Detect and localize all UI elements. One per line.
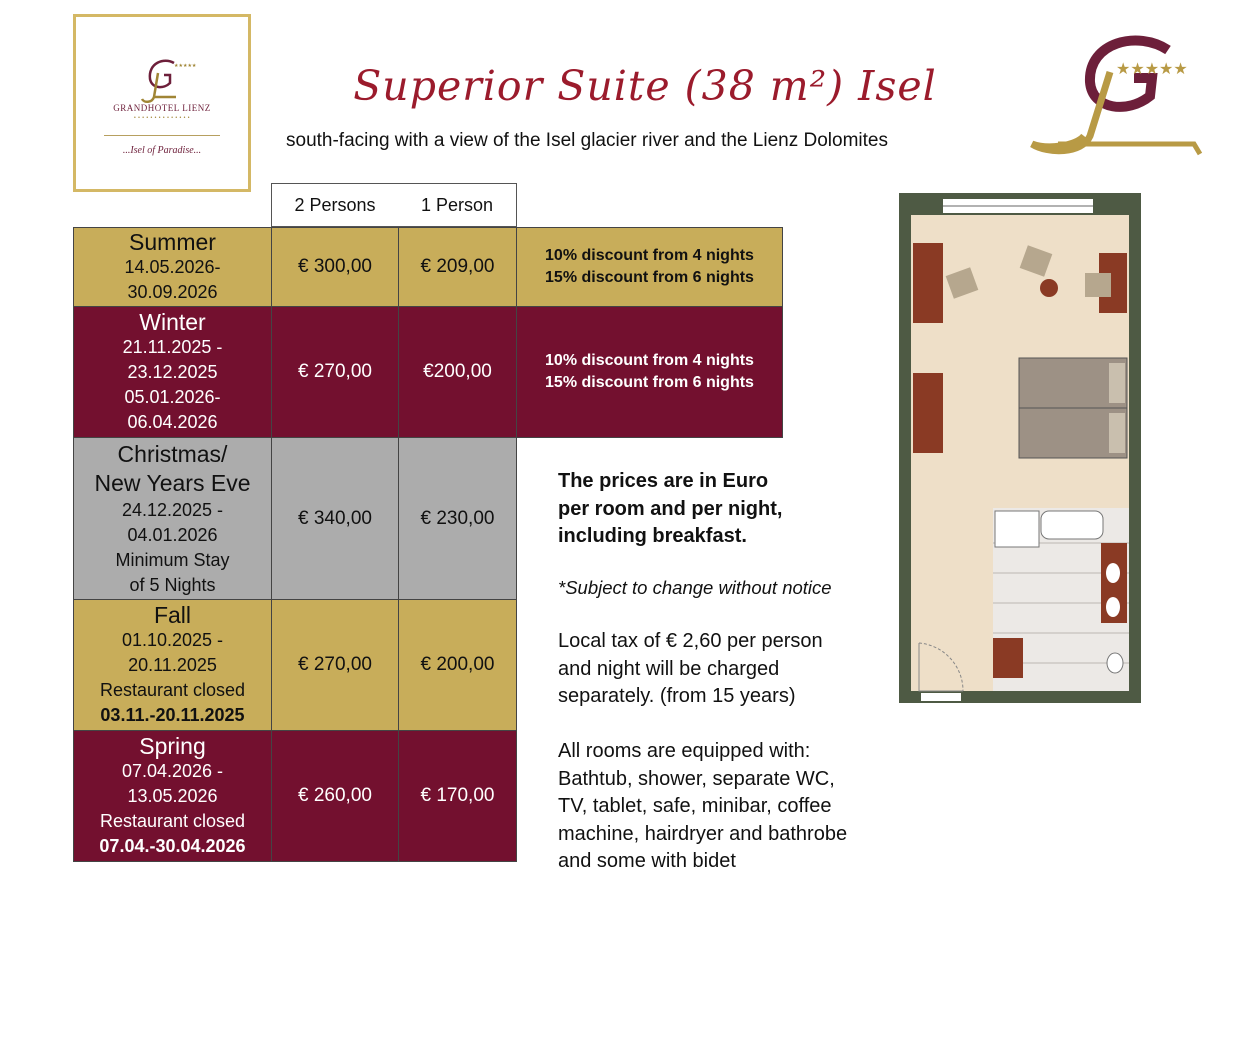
season-name: Summer [129, 228, 216, 255]
season-name: Fall [153, 601, 192, 628]
price-1-person: € 170,00 [399, 731, 517, 862]
hotel-logo-box [73, 14, 251, 192]
price-1-person: € 209,00 [399, 227, 517, 307]
price-1-person: € 230,00 [399, 438, 517, 600]
hotel-monogram-logo [134, 55, 197, 109]
prices-note-line: The prices are in Euro [558, 470, 769, 492]
price-2-persons: € 340,00 [272, 438, 399, 600]
five-stars-icon [1116, 61, 1188, 78]
floor-plan-image [899, 193, 1141, 703]
tax-note [558, 628, 823, 711]
season-date: 24.12.2025 - [121, 499, 224, 520]
logo-divider [104, 135, 220, 136]
svg-text:★★★★★: ★★★★★ [174, 63, 197, 69]
season-name: Spring [139, 732, 206, 759]
season-note: Minimum Stay [115, 549, 230, 570]
season-note: Restaurant closed [99, 810, 246, 831]
price-1-person: €200,00 [399, 307, 517, 438]
big-monogram-logo [1018, 32, 1218, 160]
tax-note-line: Local tax of € 2,60 per person [558, 630, 823, 652]
equipment-note-line: machine, hairdryer and bathrobe [558, 822, 848, 845]
season-date: 21.11.2025 - [122, 336, 223, 357]
equipment-note-line: All rooms are equipped with: [558, 740, 811, 762]
hotel-tagline: ...Isel of Paradise... [122, 145, 202, 156]
discount-line: 10% discount from 4 nights [545, 247, 754, 264]
season-cell-winter [73, 307, 272, 438]
svg-text:★★★★★: ★★★★★ [1116, 61, 1188, 78]
prices-note-line: per room and per night, [558, 497, 783, 520]
season-date: 01.10.2025 - [121, 629, 224, 650]
season-date: 07.04.2026 - [121, 760, 224, 781]
season-note: of 5 Nights [129, 574, 216, 595]
prices-note-line: including breakfast. [558, 525, 747, 547]
season-date: 06.04.2026 [127, 411, 218, 432]
price-1-person: € 200,00 [399, 600, 517, 731]
season-note: Restaurant closed [99, 679, 246, 700]
season-date: 04.01.2026 [127, 524, 218, 545]
season-cell-fall [73, 600, 272, 731]
price-2-persons: € 270,00 [272, 307, 399, 438]
discount-line: 15% discount from 6 nights [545, 269, 754, 286]
season-date: 13.05.2026 [127, 785, 218, 806]
hotel-subline: • • • • • • • • • • • • • • [133, 115, 191, 121]
price-2-persons: € 300,00 [272, 227, 399, 307]
tax-note-line: and night will be charged [558, 657, 780, 680]
season-cell-summer [73, 227, 272, 307]
equipment-note-line: and some with bidet [558, 850, 736, 872]
price-2-persons: € 270,00 [272, 600, 399, 731]
season-note: 07.04.-30.04.2026 [99, 835, 246, 856]
hotel-name: GRANDHOTEL LIENZ [113, 103, 211, 113]
page-title: Superior Suite (38 m²) Isel [353, 62, 937, 110]
discount-cell [517, 307, 783, 438]
header-1-person: 1 Person [398, 183, 517, 227]
equipment-note-line: TV, tablet, safe, minibar, coffee [558, 795, 832, 817]
header-2-persons: 2 Persons [271, 183, 399, 227]
discount-line: 10% discount from 4 nights [545, 352, 754, 369]
season-date: 20.11.2025 [128, 654, 217, 675]
prices-note [558, 468, 782, 551]
change-note: *Subject to change without notice [558, 577, 832, 598]
season-date: 14.05.2026- [124, 256, 221, 277]
season-name: New Years Eve [94, 469, 251, 496]
tax-note-line: separately. (from 15 years) [558, 685, 796, 707]
season-date: 23.12.2025 [127, 361, 218, 382]
season-date: 05.01.2026- [124, 386, 221, 407]
page-subtitle: south-facing with a view of the Isel glacier river and the Lienz Dolomites [286, 130, 888, 151]
season-name: Winter [139, 308, 206, 335]
season-cell-spring [73, 731, 272, 862]
discount-cell [517, 227, 783, 307]
season-cell-christmas [73, 438, 272, 600]
equipment-note-line: Bathtub, shower, separate WC, [558, 767, 835, 790]
equipment-note [558, 738, 847, 876]
season-name: Christmas/ [117, 440, 228, 467]
season-date: 30.09.2026 [127, 281, 218, 302]
discount-line: 15% discount from 6 nights [545, 374, 754, 391]
price-2-persons: € 260,00 [272, 731, 399, 862]
season-note: 03.11.-20.11.2025 [100, 704, 245, 725]
